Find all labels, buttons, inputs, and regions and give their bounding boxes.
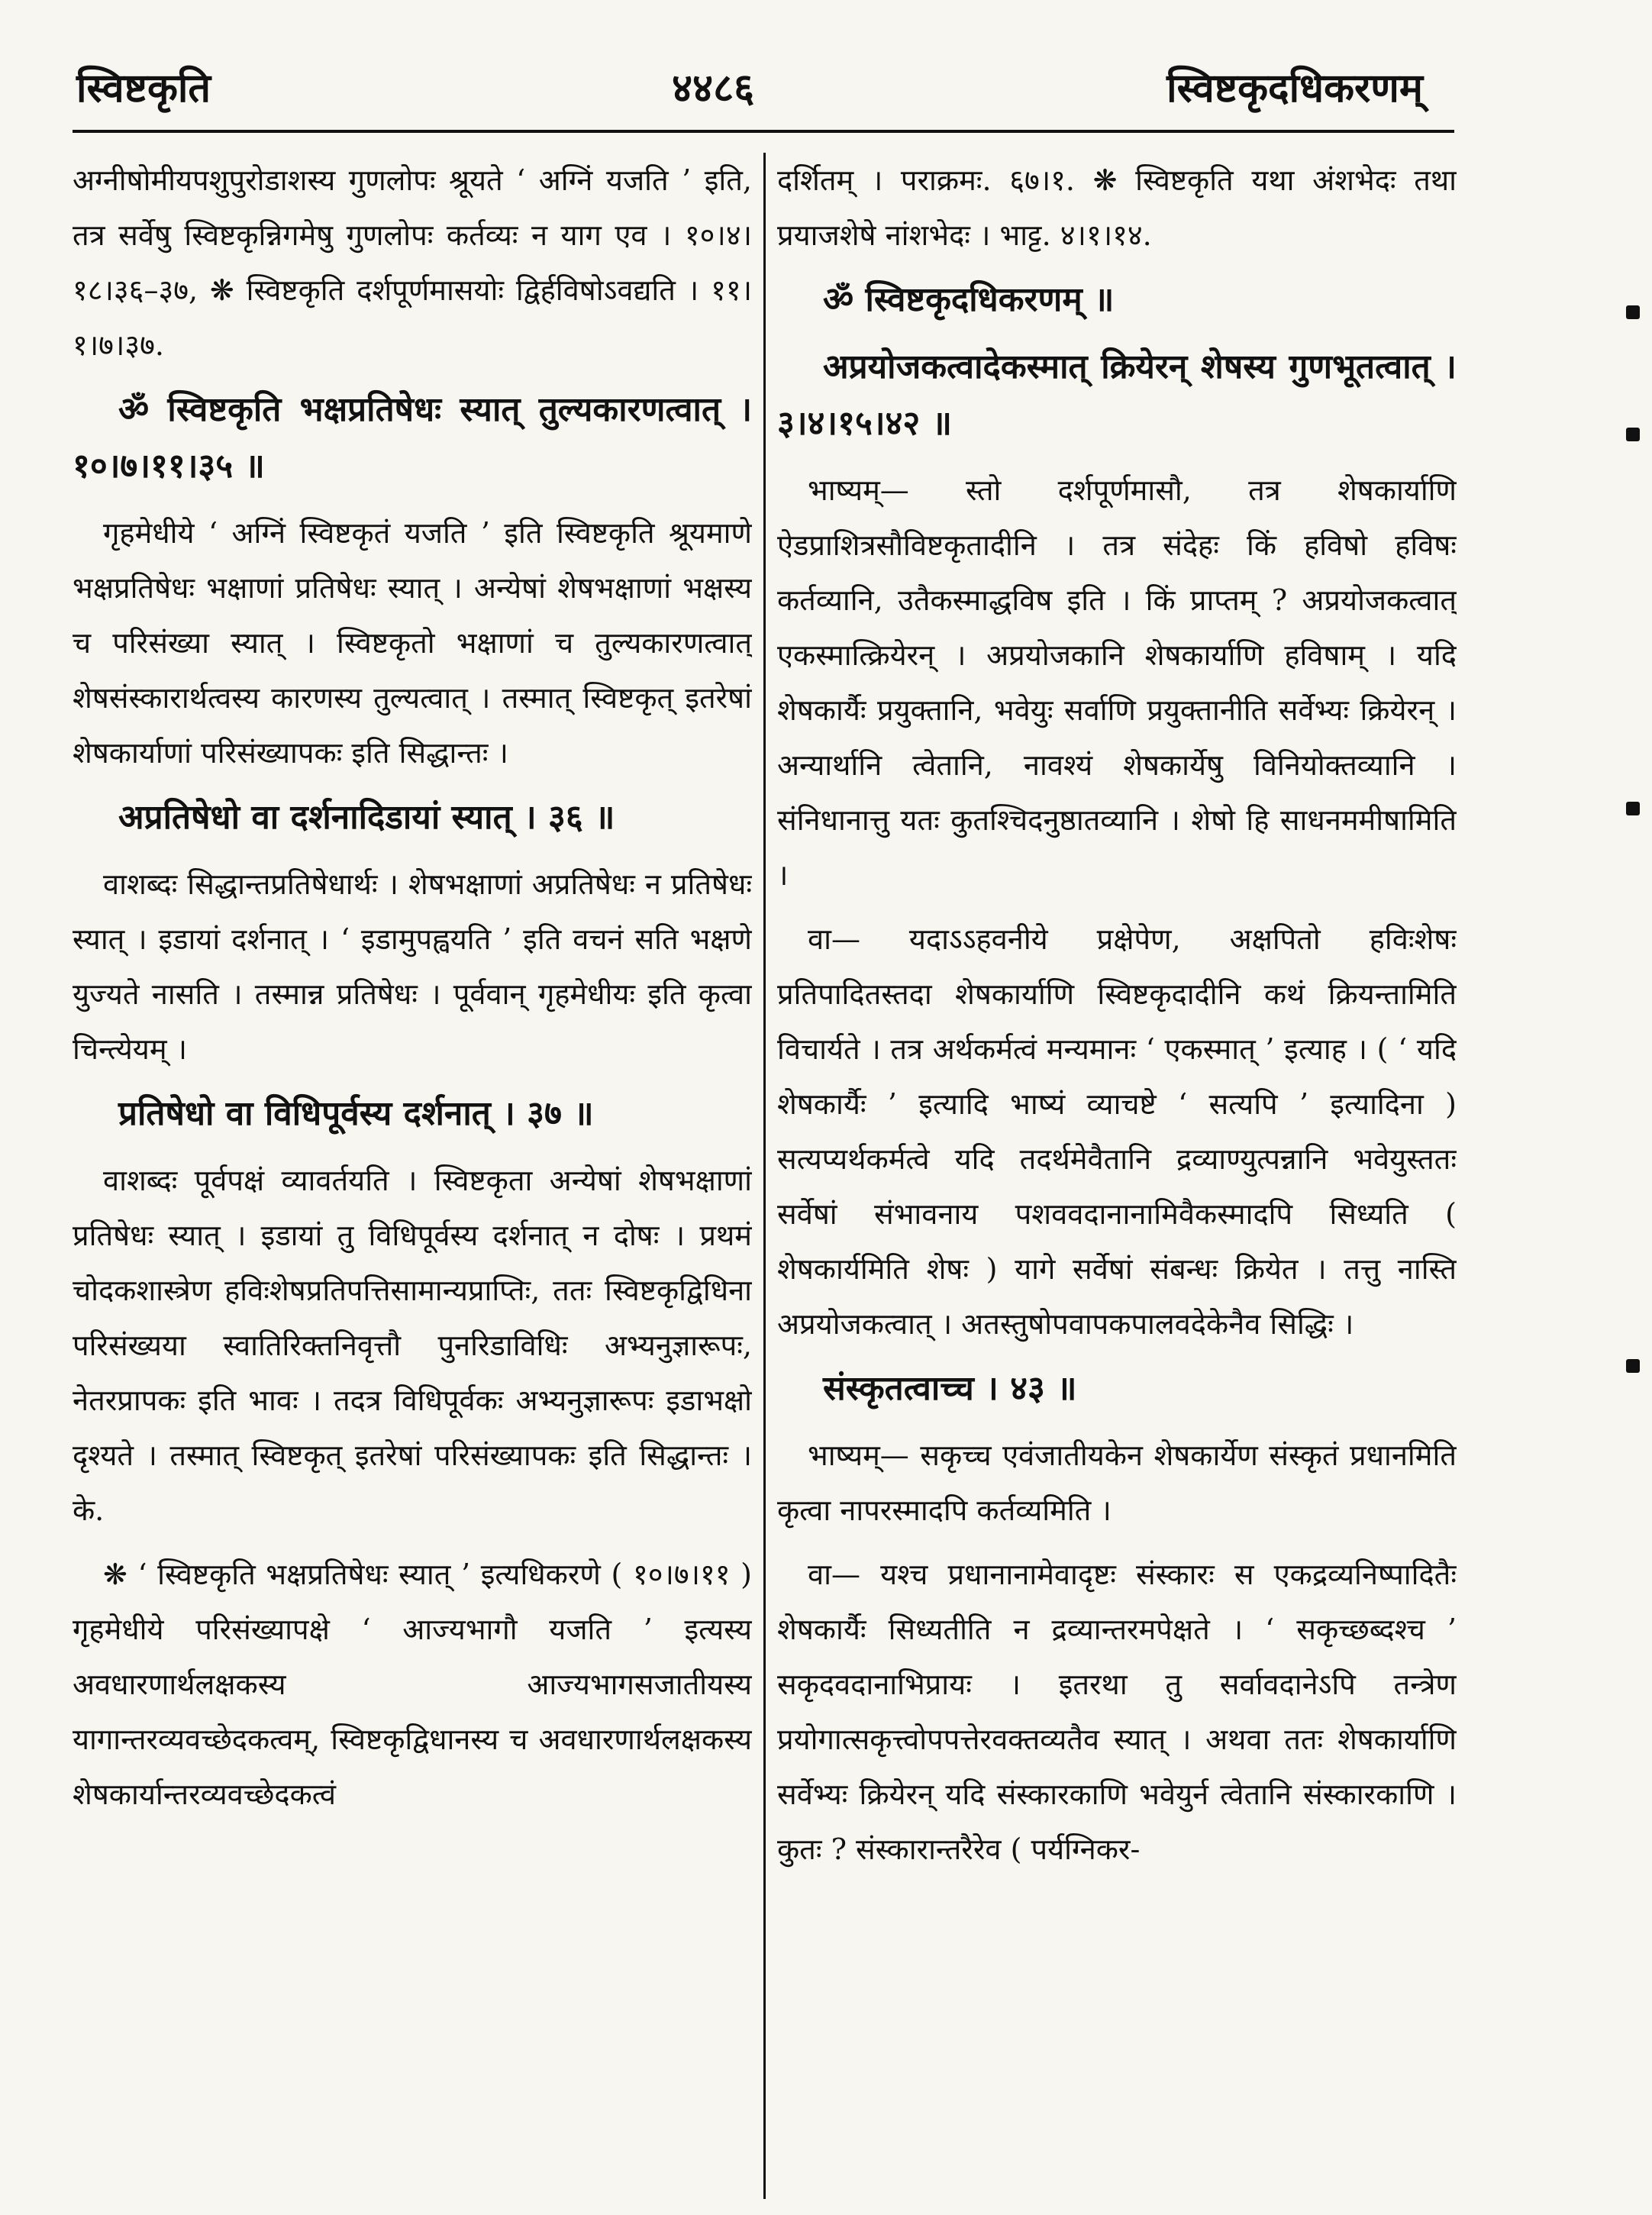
paragraph: वाशब्दः पूर्वपक्षं व्यावर्तयति । स्विष्टकृता अन्येषां शेषभक्षाणां प्रतिषेधः स्यात् । इडायां तु विधिपूर्वस्य दर्शनात् न दोषः । प्रथमं चोदकशास्त्रेण हविःशेषप्रतिपत्तिसामान्यप्राप्तिः, ततः स्विष्टकृद्विधिना परिसंख्यया स्वातिरिक्तनिवृत्तौ पुनरिडाविधिः अभ्यनुज्ञारूपः, नेतरप्रापकः इति भावः । तदत्र विधिपूर्वकः अभ्यनुज्ञारूपः इडाभक्षो दृश्यते । तस्मात् स्विष्टकृत् इतरेषां परिसंख्यापकः इति सिद्धान्तः । के.: [73, 1164, 752, 1527]
paragraph: भाष्यम्— सकृच्च एवंजातीयकेन शेषकार्येण संस्कृतं प्रधानमिति कृत्वा नापरस्मादपि कर्तव्यमिति ।: [777, 1438, 1457, 1527]
paragraph: वा— यदाऽऽहवनीये प्रक्षेपेण, अक्षपितो हविःशेषः प्रतिपादितस्तदा शेषकार्याणि स्विष्टकृदादीनि कथं क्रियन्तामिति विचार्यते । तत्र अर्थकर्मत्वं मन्यमानः ‘ एकस्मात् ’ इत्याह । ( ‘ यदि शेषकार्यैः ’ इत्यादि भाष्यं व्याचष्टे ‘ सत्यपि ’ इत्यादिना ) सत्यप्यर्थकर्मत्वे यदि तदर्थमेवैतानि द्रव्याण्युत्पन्नानि भवेयुस्ततः सर्वेषां संभावनाय पशववदानानामिवैकस्मादपि सिध्यति ( शेषकार्यमिति शेषः ) यागे सर्वेषां संबन्धः क्रियेत । तत्तु नास्ति अप्रयोजकत्वात् । अतस्तुषोपवापकपालवदेकेनैव सिद्धिः ।: [777, 922, 1457, 1341]
paragraph: गृहमेधीये ‘ अग्निं स्विष्टकृतं यजति ’ इति स्विष्टकृति श्रूयमाणे भक्षप्रतिषेधः भक्षाणां प्रतिषेधः स्यात् । अन्येषां शेषभक्षाणां भक्षस्य च परिसंख्या स्यात् । स्विष्टकृतो भक्षाणां च तुल्यकारणत्वात् शेषसंस्कारार्थत्वस्य कारणस्य तुल्यत्वात् । तस्मात् स्विष्टकृत् इतरेषां शेषकार्याणां परिसंख्यापकः इति सिद्धान्तः ।: [73, 516, 752, 770]
left-column: [73, 153, 752, 2199]
sutra-heading: प्रतिषेधो वा विधिपूर्वस्य दर्शनात् । ३७ ॥: [118, 1094, 594, 1133]
sutra-heading: अप्रतिषेधो वा दर्शनादिडायां स्यात् । ३६ ॥: [118, 798, 615, 837]
scan-mark: [1626, 802, 1640, 815]
sutra-heading: ॐ स्विष्टकृति भक्षप्रतिषेधः स्यात् तुल्यकारणत्वात् । १०।७।११।३५ ॥: [73, 390, 752, 486]
header-rule: [73, 130, 1454, 133]
paragraph: वा— यश्च प्रधानानामेवादृष्टः संस्कारः स एकद्रव्यनिष्पादितैः शेषकार्यैः सिध्यतीति न द्रव्यान्तरमपेक्षते । ‘ सकृच्छब्दश्च ’ सकृदवदानाभिप्रायः । इतरथा तु सर्वावदानेऽपि तन्त्रेण प्रयोगात्सकृत्त्वोपपत्तेरवक्तव्यतैव स्यात् । अथवा ततः शेषकार्याणि सर्वेभ्यः क्रियेरन् यदि संस्कारकाणि भवेयुर्न त्वेतानि संस्कारकाणि । कुतः ? संस्कारान्तरैरेव ( पर्यग्निकर-: [777, 1558, 1457, 1866]
page-number: ४४८६: [672, 65, 755, 111]
running-head-left: स्विष्टकृति: [76, 65, 211, 111]
paragraph: वाशब्दः सिद्धान्तप्रतिषेधार्थः । शेषभक्षाणां अप्रतिषेधः न प्रतिषेधः स्यात् । इडायां दर्शनात् । ‘ इडामुपह्वयति ’ इति वचनं सति भक्षणे युज्यते नासति । तस्मान्न प्रतिषेधः । पूर्ववान् गृहमेधीयः इति कृत्वा चिन्त्येयम् ।: [73, 867, 752, 1066]
running-head-right: स्विष्टकृदधिकरणम्: [1166, 65, 1423, 111]
right-column: [777, 153, 1457, 2199]
paragraph: दर्शितम् । पराक्रमः. ६७।१. ❋ स्विष्टकृति यथा अंशभेदः तथा प्रयाजशेषे नांशभेदः । भाट्ट. ४।१।१४.: [777, 163, 1457, 252]
page-header: [0, 44, 1652, 128]
sutra-heading: अप्रयोजकत्वादेकस्मात् क्रियेरन् शेषस्य गुणभूतत्वात् । ३।४।१५।४२ ॥: [777, 347, 1457, 443]
column-divider: [763, 153, 766, 2199]
sutra-heading: संस्कृतत्वाच्च । ४३ ॥: [823, 1369, 1077, 1408]
section-heading: ॐ स्विष्टकृदधिकरणम् ॥: [823, 280, 1115, 319]
scan-mark: [1626, 1359, 1640, 1373]
paragraph: अग्नीषोमीयपशुपुरोडाशस्य गुणलोपः श्रूयते ‘ अग्निं यजति ’ इति, तत्र सर्वेषु स्विष्टकृन्निगमेषु गुणलोपः कर्तव्यः न याग एव । १०।४।१८।३६–३७, ❋ स्विष्टकृति दर्शपूर्णमासयोः द्विर्हविषोऽवद्यति । ११।१।७।३७.: [73, 163, 752, 362]
paragraph: ❋ ‘ स्विष्टकृति भक्षप्रतिषेधः स्यात् ’ इत्यधिकरणे ( १०।७।११ ) गृहमेधीये परिसंख्यापक्षे ‘ आज्यभागौ यजति ’ इत्यस्य अवधारणार्थलक्षकस्य आज्यभागसजातीयस्य यागान्तरव्यवच्छेदकत्वम्, स्विष्टकृद्विधानस्य च अवधारणार्थलक्षकस्य शेषकार्यान्तरव्यवच्छेदकत्वं: [73, 1558, 752, 1811]
scan-mark: [1626, 428, 1640, 441]
paragraph: भाष्यम्— स्तो दर्शपूर्णमासौ, तत्र शेषकार्याणि ऐडप्राशित्रसौविष्टकृतादीनि । तत्र संदेहः किं हविषो हविषः कर्तव्यानि, उतैकस्माद्धविष इति । किं प्राप्तम् ? अप्रयोजकत्वात् एकस्मात्क्रियेरन् । अप्रयोजकानि शेषकार्याणि हविषाम् । यदि शेषकार्यैः प्रयुक्तानि, भवेयुः सर्वाणि प्रयुक्तानीति सर्वेभ्यः क्रियेरन् । अन्यार्थानि त्वेतानि, नावश्यं शेषकार्येषु विनियोक्तव्यानि । संनिधानात्तु यतः कुतश्चिदनुष्ठातव्यानि । शेषो हि साधनममीषामिति ।: [777, 473, 1457, 892]
scan-mark: [1626, 305, 1640, 319]
page-edge-marks: [1611, 0, 1652, 2215]
